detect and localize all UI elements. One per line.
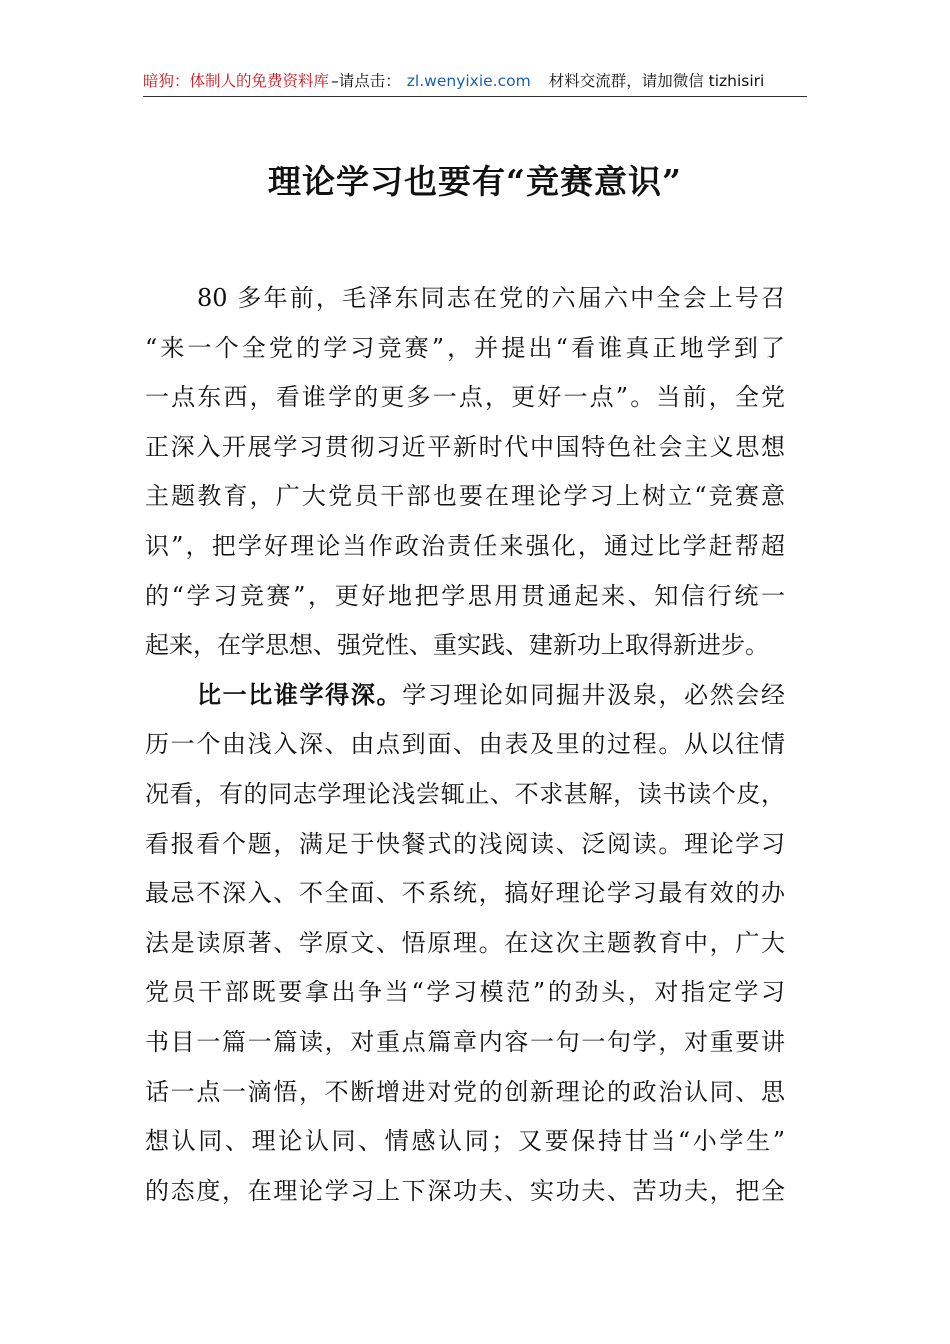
paragraph-line: 正深入开展学习贯彻习近平新时代中国特色社会主义思想 <box>145 432 785 461</box>
paragraph-line: 的“学习竞赛”，更好地把学思用贯通起来、知信行统一 <box>145 581 785 610</box>
section-lead-heading: 比一比谁学得深。 <box>197 680 403 709</box>
paragraph-line: 的态度，在理论学习上下深功夫、实功夫、苦功夫，把全 <box>145 1176 785 1205</box>
paragraph-line: 主题教育，广大党员干部也要在理论学习上树立“竞赛意 <box>145 482 785 511</box>
paragraph-line: 书目一篇一篇读，对重点篇章内容一句一句学，对重要讲 <box>145 1027 785 1056</box>
paragraph-1 <box>145 274 785 671</box>
header-group-note: 材料交流群，请加微信 tizhisiri <box>548 72 765 90</box>
paragraph-line: 党员干部既要拿出争当“学习模范”的劲头，对指定学习 <box>145 978 785 1007</box>
paragraph-line: 识”，把学好理论当作政治责任来强化，通过比学赶帮超 <box>145 531 785 560</box>
paragraph-line: 起来，在学思想、强党性、重实践、建新功上取得新进步。 <box>145 631 769 660</box>
article-title: 理论学习也要有“竞赛意识” <box>268 162 682 201</box>
paragraph-line-lead <box>145 671 785 721</box>
paragraph-line: 想认同、理论认同、情感认同；又要保持甘当“小学生” <box>145 1127 785 1156</box>
header-prompt: –请点击： <box>331 72 401 90</box>
header-link[interactable]: zl.wenyixie.com <box>406 72 531 90</box>
paragraph-line: 看报看个题，满足于快餐式的浅阅读、泛阅读。理论学习 <box>145 829 785 858</box>
paragraph-2 <box>145 671 785 1217</box>
paragraph-line-rest: 学习理论如同掘井汲泉，必然会经 <box>402 680 786 709</box>
header-brand: 暗狗：体制人的免费资料库 <box>143 72 330 90</box>
paragraph-line: 80 多年前，毛泽东同志在党的六届六中全会上号召 <box>197 284 785 312</box>
article-body <box>145 274 785 1216</box>
paragraph-line: 法是读原著、学原文、悟原理。在这次主题教育中，广大 <box>145 928 785 957</box>
paragraph-line: “来一个全党的学习竞赛”，并提出“看谁真正地学到了 <box>145 333 785 362</box>
paragraph-line: 最忌不深入、不全面、不系统，搞好理论学习最有效的办 <box>145 879 785 908</box>
page-header <box>143 68 807 97</box>
paragraph-line: 况看，有的同志学理论浅尝辄止、不求甚解，读书读个皮， <box>145 779 785 808</box>
paragraph-line: 一点东西，看谁学的更多一点，更好一点”。当前，全党 <box>145 383 785 412</box>
paragraph-line: 历一个由浅入深、由点到面、由表及里的过程。从以往情 <box>145 730 785 759</box>
paragraph-line: 话一点一滴悟，不断增进对党的创新理论的政治认同、思 <box>145 1077 785 1106</box>
